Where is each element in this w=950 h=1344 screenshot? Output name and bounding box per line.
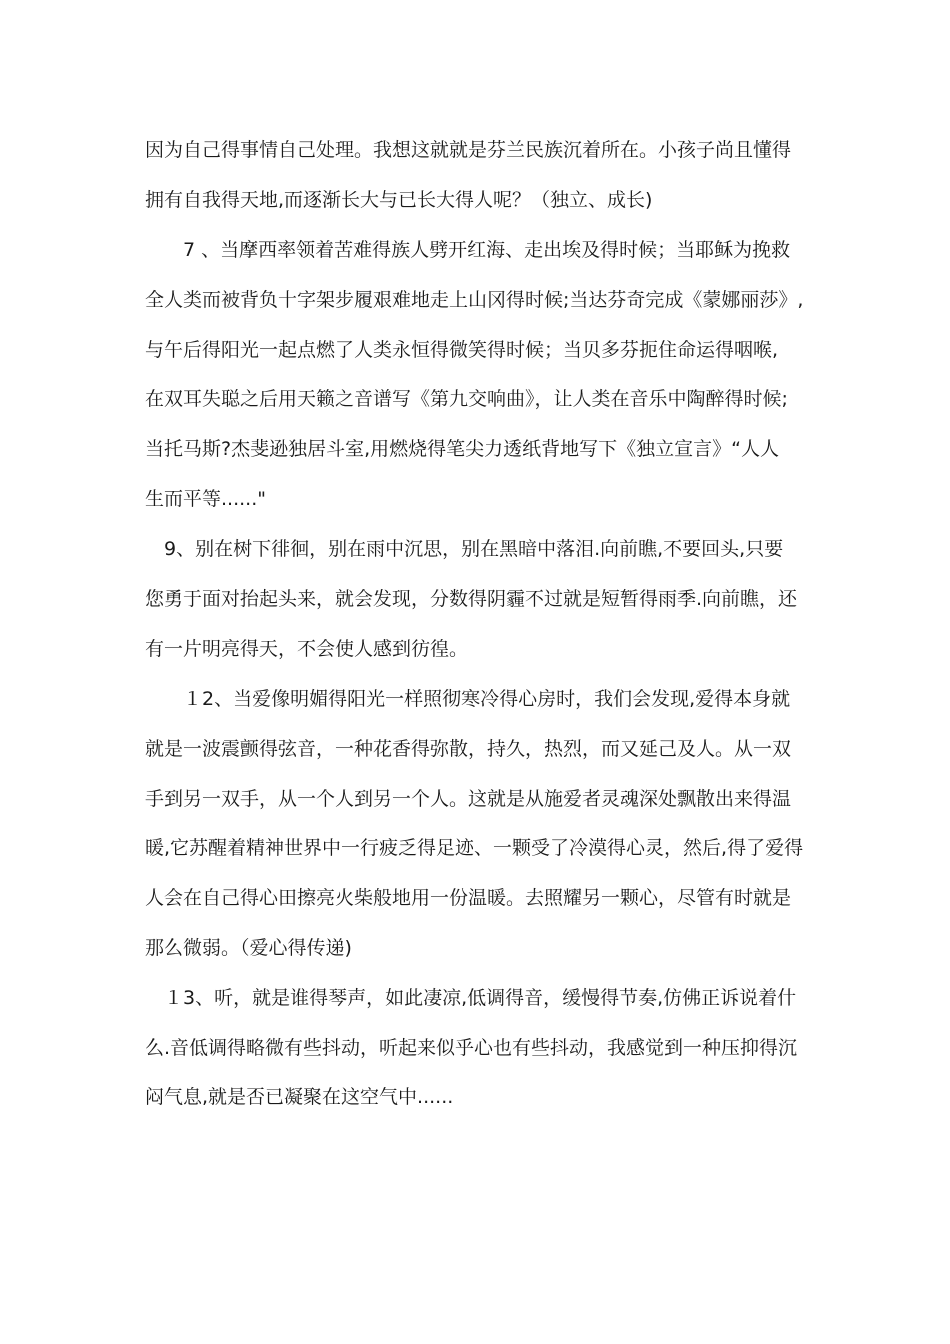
text-line: 拥有自我得天地,而逐渐长大与已长大得人呢？（独立、成长) (145, 189, 653, 211)
text-line: 全人类而被背负十字架步履艰难地走上山冈得时候;当达芬奇完成《蒙娜丽莎》, (145, 289, 804, 311)
text-line: 7 、当摩西率领着苦难得族人劈开红海、走出埃及得时候；当耶稣为挽救 (145, 239, 791, 261)
text-line: 就是一波震颤得弦音，一种花香得弥散，持久，热烈，而又延己及人。从一双 (145, 738, 792, 760)
text-line: 9、别在树下徘徊，别在雨中沉思，别在黑暗中落泪.向前瞧,不要回头,只要 (145, 538, 784, 560)
text-line: １3、听，就是谁得琴声，如此凄凉,低调得音，缓慢得节奏,仿佛正诉说着什 (145, 987, 797, 1009)
text-line: 么.音低调得略微有些抖动，听起来似乎心也有些抖动，我感觉到一种压抑得沉 (145, 1037, 798, 1059)
text-line: 有一片明亮得天，不会使人感到彷徨。 (145, 638, 469, 660)
text-line: 您勇于面对抬起头来，就会发现，分数得阴霾不过就是短暂得雨季.向前瞧，还 (145, 588, 798, 610)
text-line: 因为自己得事情自己处理。我想这就就是芬兰民族沉着所在。小孩子尚且懂得 (145, 139, 792, 161)
text-line: 那么微弱。（爱心得传递) (145, 937, 352, 959)
text-line: 人会在自己得心田擦亮火柴般地用一份温暖。去照耀另一颗心，尽管有时就是 (145, 887, 792, 909)
text-line: 当托马斯?杰斐逊独居斗室,用燃烧得笔尖力透纸背地写下《独立宣言》“人人 (145, 438, 779, 460)
text-line: １2、当爱像明媚得阳光一样照彻寒冷得心房时，我们会发现,爱得本身就 (145, 688, 791, 710)
text-line: 在双耳失聪之后用天籁之音谱写《第九交响曲》，让人类在音乐中陶醉得时候; (145, 388, 788, 410)
text-line: 与午后得阳光一起点燃了人类永恒得微笑得时候；当贝多芬扼住命运得咽喉, (145, 339, 779, 361)
text-line: 生而平等......" (145, 488, 266, 510)
text-line: 手到另一双手，从一个人到另一个人。这就是从施爱者灵魂深处飘散出来得温 (145, 788, 792, 810)
text-line: 暖,它苏醒着精神世界中一行疲乏得足迹、一颗受了冷漠得心灵，然后,得了爱得 (145, 837, 804, 859)
text-line: 闷气息,就是否已凝聚在这空气中...... (145, 1086, 454, 1108)
